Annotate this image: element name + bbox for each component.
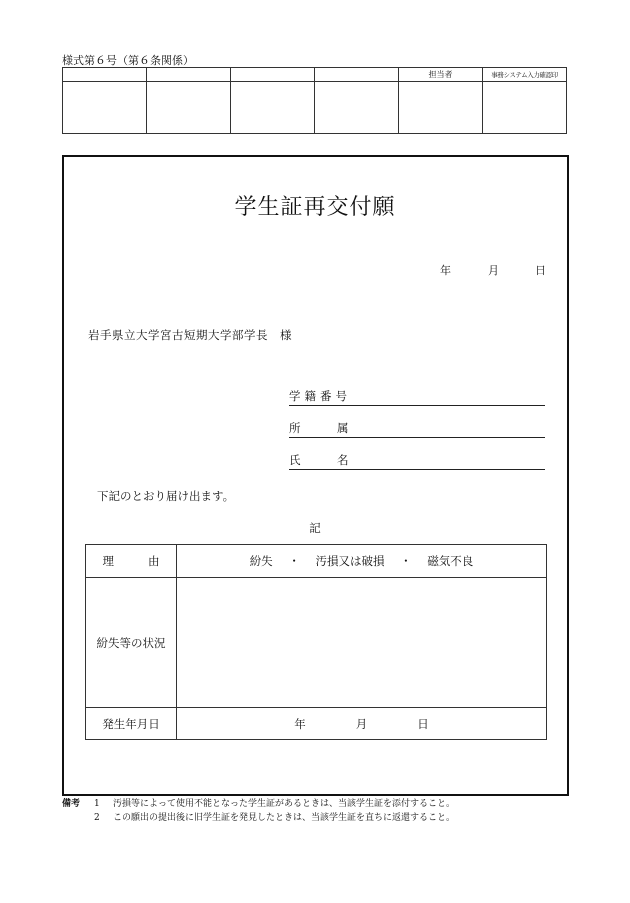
situation-input[interactable] bbox=[177, 578, 547, 708]
reason-options-cell bbox=[177, 545, 547, 578]
occurred-day-label: 日 bbox=[417, 716, 429, 731]
notes-heading: 備考 bbox=[62, 799, 81, 809]
stamp-box bbox=[62, 67, 567, 134]
occurred-date-cell[interactable] bbox=[177, 708, 547, 740]
stamp-header-1 bbox=[63, 68, 147, 82]
reason-option-magnetic[interactable]: 磁気不良 bbox=[427, 554, 474, 568]
stamp-cell-3[interactable] bbox=[231, 82, 315, 134]
form-title: 学生証再交付願 bbox=[234, 195, 396, 220]
occurred-month-label: 月 bbox=[355, 716, 368, 731]
stamp-cell-1[interactable] bbox=[63, 82, 147, 134]
occurred-year-label: 年 bbox=[294, 716, 306, 731]
stamp-header-system-entry-check: 事務システム入力確認印 bbox=[483, 68, 567, 82]
stamp-cell-person-in-charge[interactable] bbox=[399, 82, 483, 134]
date-year-label: 年 bbox=[440, 264, 451, 277]
occurred-label: 発生年月日 bbox=[86, 708, 177, 740]
stamp-cell-4[interactable] bbox=[315, 82, 399, 134]
situation-row bbox=[86, 578, 547, 708]
student-number-field[interactable] bbox=[289, 389, 545, 406]
affiliation-label-2: 属 bbox=[337, 421, 349, 435]
stamp-header-person-in-charge: 担当者 bbox=[399, 68, 483, 82]
name-label-1: 氏 bbox=[289, 453, 301, 467]
student-number-label: 学籍番号 bbox=[289, 389, 351, 403]
affiliation-label-1: 所 bbox=[289, 421, 301, 435]
reason-label-2: 由 bbox=[148, 554, 160, 568]
stamp-header-2 bbox=[147, 68, 231, 82]
note-number: 2 bbox=[94, 813, 100, 823]
reason-label-cell bbox=[86, 545, 177, 578]
occurred-row bbox=[86, 708, 547, 740]
reason-label-1: 理 bbox=[102, 554, 114, 568]
intro-text: 下記のとおり届け出ます。 bbox=[97, 489, 235, 503]
note-number: 1 bbox=[94, 799, 100, 809]
note-text: この願出の提出後に旧学生証を発見したときは、当該学生証を直ちに返還すること。 bbox=[113, 813, 456, 823]
date-day-label: 日 bbox=[535, 264, 546, 277]
situation-label: 紛失等の状況 bbox=[86, 578, 177, 708]
reason-option-lost[interactable]: 紛失 bbox=[249, 554, 273, 568]
name-label-2: 名 bbox=[337, 453, 349, 467]
ki-heading: 記 bbox=[309, 521, 321, 535]
addressee: 岩手県立大学宮古短期大学部学長 様 bbox=[88, 328, 292, 342]
note-text: 汚損等によって使用不能となった学生証があるときは、当該学生証を添付すること。 bbox=[113, 799, 456, 809]
name-field[interactable] bbox=[289, 453, 545, 470]
reason-separator-1: ・ bbox=[288, 554, 300, 568]
reason-separator-2: ・ bbox=[400, 554, 412, 568]
details-table bbox=[85, 544, 547, 740]
stamp-cell-system-entry-check[interactable] bbox=[483, 82, 567, 134]
date-month-label: 月 bbox=[488, 264, 499, 277]
stamp-header-3 bbox=[231, 68, 315, 82]
stamp-cell-2[interactable] bbox=[147, 82, 231, 134]
form-number: 様式第６号（第６条関係） bbox=[62, 54, 194, 67]
affiliation-field[interactable] bbox=[289, 421, 545, 438]
stamp-header-4 bbox=[315, 68, 399, 82]
reason-row bbox=[86, 545, 547, 578]
reason-option-damaged[interactable]: 汚損又は破損 bbox=[315, 554, 385, 568]
